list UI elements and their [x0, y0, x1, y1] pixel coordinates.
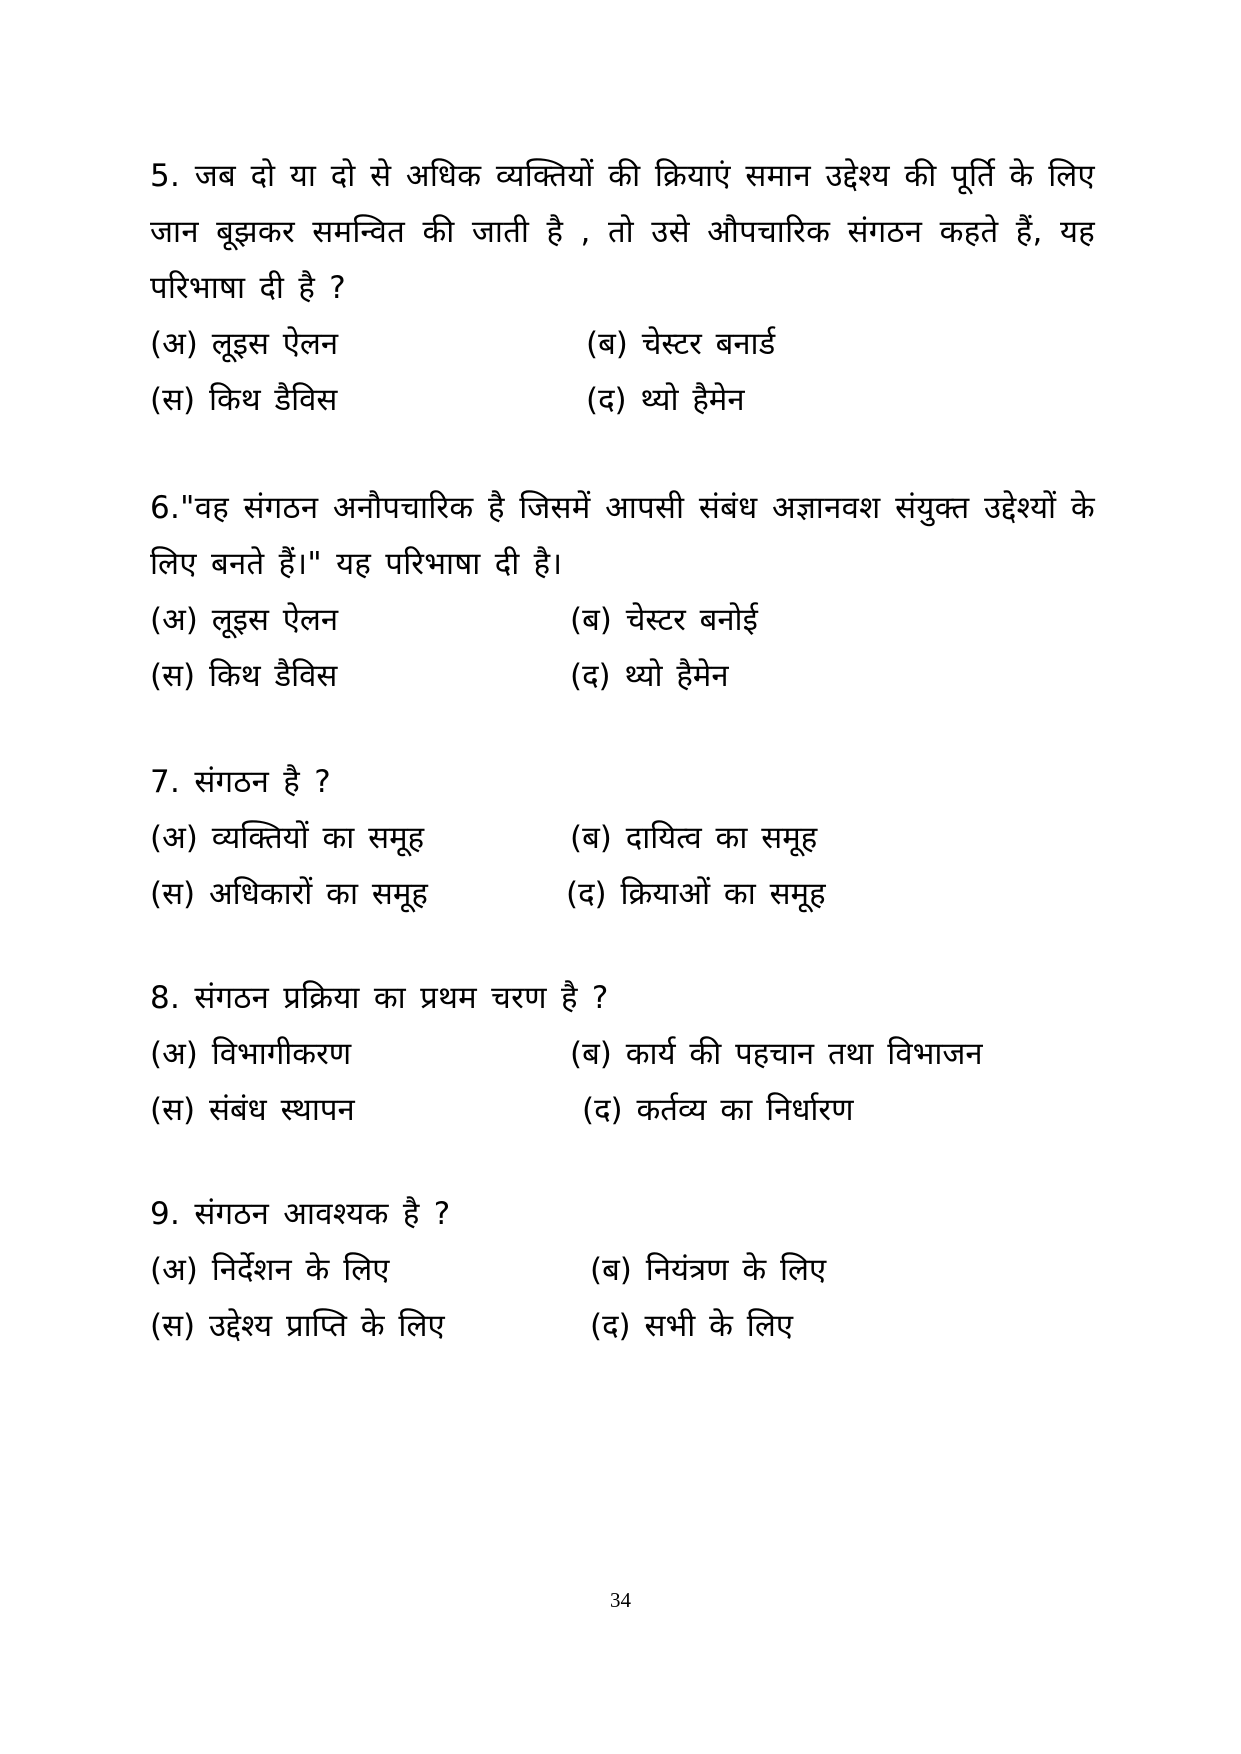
options-row	[150, 316, 1095, 372]
options-row	[150, 1242, 1095, 1298]
question-text: 6."वह संगठन अनौपचारिक है जिसमें आपसी संबंध अज्ञानवश संयुक्त उद्देश्यों के लिए बनते हैं।" यह परिभाषा दी है।	[150, 490, 1095, 582]
question-text: 5. जब दो या दो से अधिक व्यक्तियों की क्रियाएं समान उद्देश्य की पूर्ति के लिए जान बूझकर समन्वित की जाती है , तो उसे औपचारिक संगठन कहते हैं, यह परिभाषा दी है ?	[150, 158, 1095, 306]
question-text: 7. संगठन है ?	[150, 764, 331, 800]
options-row	[150, 1298, 1095, 1354]
option-b: (ब) कार्य की पहचान तथा विभाजन	[570, 1036, 983, 1072]
option-a: (अ) व्यक्तियों का समूह	[150, 820, 425, 856]
question-9	[150, 1186, 1095, 1354]
option-b: (ब) दायित्व का समूह	[570, 820, 818, 856]
option-a: (अ) लूइस ऐलन	[150, 602, 339, 638]
options-row	[150, 810, 1095, 866]
question-7	[150, 754, 1095, 922]
options-row	[150, 866, 1095, 922]
page-number: 34	[610, 1588, 631, 1612]
option-b: (ब) चेस्टर बनोई	[570, 602, 758, 638]
option-d: (द) थ्यो हैमेन	[570, 658, 729, 694]
option-c: (स) उद्देश्य प्राप्ति के लिए	[150, 1308, 445, 1344]
question-5	[150, 148, 1095, 428]
question-6	[150, 480, 1095, 704]
option-d: (द) कर्तव्य का निर्धारण	[582, 1092, 854, 1128]
options-row	[150, 372, 1095, 428]
option-d: (द) क्रियाओं का समूह	[566, 876, 826, 912]
option-c: (स) संबंध स्थापन	[150, 1092, 355, 1128]
question-text: 9. संगठन आवश्यक है ?	[150, 1196, 451, 1232]
option-b: (ब) चेस्टर बनार्ड	[586, 326, 776, 362]
option-a: (अ) निर्देशन के लिए	[150, 1252, 390, 1288]
option-d: (द) थ्यो हैमेन	[586, 382, 745, 418]
option-c: (स) किथ डैविस	[150, 382, 338, 418]
option-a: (अ) लूइस ऐलन	[150, 326, 339, 362]
options-row	[150, 592, 1095, 648]
option-a: (अ) विभागीकरण	[150, 1036, 352, 1072]
question-8	[150, 970, 1095, 1138]
question-text: 8. संगठन प्रक्रिया का प्रथम चरण है ?	[150, 980, 609, 1016]
options-row	[150, 1082, 1095, 1138]
option-c: (स) किथ डैविस	[150, 658, 338, 694]
option-c: (स) अधिकारों का समूह	[150, 876, 428, 912]
option-d: (द) सभी के लिए	[590, 1308, 793, 1344]
options-row	[150, 648, 1095, 704]
options-row	[150, 1026, 1095, 1082]
option-b: (ब) नियंत्रण के लिए	[590, 1252, 827, 1288]
